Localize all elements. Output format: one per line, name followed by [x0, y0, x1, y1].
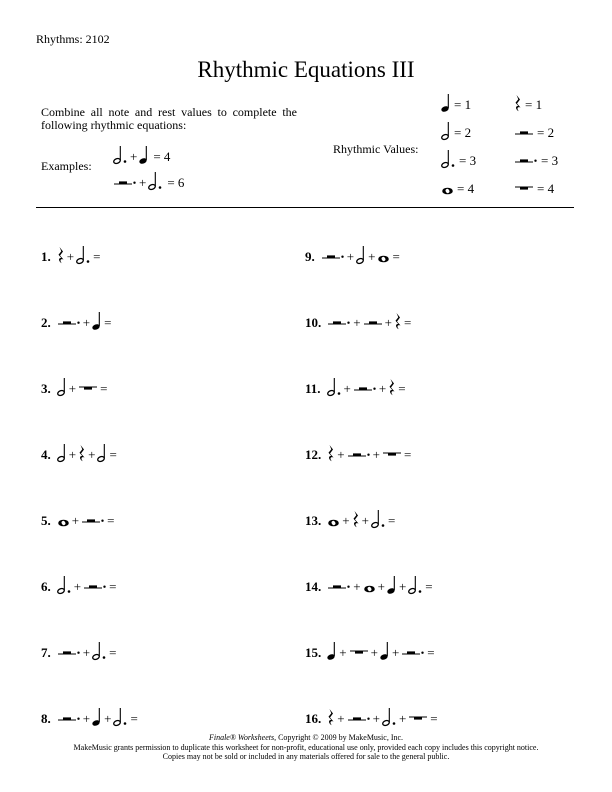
rhythmic-values-label: Rhythmic Values: — [333, 142, 419, 156]
dotted-half-rest-icon — [57, 707, 81, 731]
problem-expression — [327, 377, 408, 401]
examples-label: Examples: — [41, 159, 92, 173]
problem-expression — [57, 311, 114, 335]
problem-number: 7. — [41, 645, 51, 660]
quarter-rest-icon — [388, 377, 396, 401]
problem-14 — [305, 575, 435, 599]
rhythmic-value-quarter-note — [441, 93, 471, 117]
equals-sign: = — [427, 645, 435, 660]
plus-sign: + — [361, 513, 369, 528]
plus-sign: + — [377, 579, 385, 594]
half-rest-icon — [363, 311, 383, 335]
rhythmic-value-text: = 2 — [454, 125, 472, 140]
problem-expression — [57, 707, 140, 731]
half-note-icon — [57, 443, 67, 467]
plus-sign: + — [343, 381, 351, 396]
whole-note-icon — [441, 177, 454, 201]
quarter-rest-icon — [514, 93, 522, 117]
half-note-icon — [441, 121, 451, 145]
plus-sign: + — [82, 645, 91, 660]
footer-line-3: Copies may not be sold or included in any materials offered for sale to the general public. — [162, 752, 450, 761]
whole-rest-icon — [514, 177, 534, 201]
dotted-half-note-icon — [371, 509, 386, 533]
half-note-icon — [97, 443, 107, 467]
whole-rest-icon — [349, 641, 369, 665]
instructions: Combine all note and rest values to complete the following rhythmic equations: — [41, 105, 297, 132]
equals-sign: = — [425, 579, 433, 594]
whole-note-icon — [327, 509, 340, 533]
plus-sign: + — [339, 645, 347, 660]
quarter-note-icon — [441, 93, 451, 117]
equals-sign: = — [430, 711, 438, 726]
plus-sign: + — [337, 447, 345, 462]
problem-expression — [321, 245, 402, 269]
whole-note-icon — [57, 509, 70, 533]
footer — [0, 733, 612, 762]
plus-sign: + — [82, 711, 91, 726]
equals-sign: = — [93, 249, 101, 264]
plus-sign: + — [384, 315, 392, 330]
equals-sign: = — [403, 447, 412, 462]
equals-sign: = — [107, 513, 115, 528]
equals-sign: = — [100, 381, 108, 396]
whole-note-icon — [377, 245, 390, 269]
plus-sign: + — [398, 711, 407, 726]
example-1-result: = 4 — [153, 149, 171, 164]
plus-sign: + — [71, 513, 80, 528]
quarter-note-icon — [92, 707, 102, 731]
problem-number: 5. — [41, 513, 51, 528]
dotted-half-note-icon — [441, 149, 456, 173]
rhythmic-value-whole-rest — [514, 177, 554, 201]
plus-sign: + — [337, 711, 345, 726]
plus-sign: + — [68, 447, 77, 462]
equals-sign: = — [104, 315, 112, 330]
problem-expression — [327, 443, 413, 467]
problem-expression — [57, 641, 119, 665]
dotted-half-rest-icon — [347, 443, 371, 467]
plus-sign: + — [378, 381, 387, 396]
dotted-half-rest-icon — [514, 149, 538, 173]
plus-sign: + — [353, 579, 361, 594]
dotted-half-rest-icon — [321, 245, 345, 269]
plus-sign: + — [139, 175, 147, 190]
problem-5 — [41, 509, 116, 533]
plus-sign: + — [398, 579, 407, 594]
rhythmic-value-text: = 3 — [541, 153, 559, 168]
rhythmic-value-dotted-half-note — [441, 149, 476, 173]
half-note-icon — [57, 377, 67, 401]
problem-expression — [57, 575, 119, 599]
dotted-half-note-icon — [113, 145, 128, 169]
quarter-rest-icon — [327, 707, 335, 731]
equals-sign: = — [403, 315, 412, 330]
footer-copyright: , Copyright © 2009 by MakeMusic, Inc. — [274, 733, 404, 742]
dotted-half-note-icon — [382, 707, 397, 731]
example-1-expression — [113, 145, 149, 169]
half-rest-icon — [514, 121, 534, 145]
problem-8 — [41, 707, 140, 731]
dotted-half-note-icon — [327, 377, 342, 401]
plus-sign: + — [342, 513, 350, 528]
plus-sign: + — [130, 149, 138, 164]
problem-3 — [41, 377, 109, 401]
problem-number: 12. — [305, 447, 322, 462]
dotted-half-rest-icon — [401, 641, 425, 665]
problem-number: 13. — [305, 513, 322, 528]
sheet-id: Rhythms: 2102 — [36, 32, 110, 46]
rhythmic-value-text: = 3 — [459, 153, 477, 168]
plus-sign: + — [391, 645, 400, 660]
quarter-rest-icon — [352, 509, 360, 533]
problem-expression — [57, 443, 119, 467]
header-divider — [36, 207, 574, 208]
rhythmic-value-quarter-rest — [514, 93, 542, 117]
quarter-note-icon — [327, 641, 337, 665]
equals-sign: = — [109, 645, 117, 660]
whole-rest-icon — [382, 443, 402, 467]
dotted-half-rest-icon — [81, 509, 105, 533]
half-note-icon — [356, 245, 366, 269]
dotted-half-rest-icon — [347, 707, 371, 731]
problem-expression — [57, 509, 117, 533]
quarter-rest-icon — [57, 245, 65, 269]
dotted-half-rest-icon — [83, 575, 107, 599]
problem-expression — [57, 245, 103, 269]
rhythmic-value-half-note — [441, 121, 471, 145]
problem-13 — [305, 509, 397, 533]
dotted-half-note-icon — [113, 707, 128, 731]
problem-expression — [327, 575, 434, 599]
equals-sign: = — [392, 249, 400, 264]
equals-sign: = — [398, 381, 406, 396]
plus-sign: + — [370, 645, 378, 660]
problem-7 — [41, 641, 118, 665]
plus-sign: + — [346, 249, 355, 264]
rhythmic-value-text: = 1 — [525, 97, 543, 112]
dotted-half-note-icon — [408, 575, 423, 599]
problem-16 — [305, 707, 440, 731]
rhythmic-value-text: = 4 — [537, 181, 555, 196]
example-1 — [113, 145, 170, 169]
problem-number: 9. — [305, 249, 315, 264]
footer-line-2: MakeMusic grants permission to duplicate this worksheet for non-profit, educational use only, provided each copy includes this copyright notice. — [73, 742, 539, 752]
footer-line-1 — [0, 733, 612, 743]
dotted-half-note-icon — [92, 641, 107, 665]
quarter-note-icon — [380, 641, 390, 665]
problem-4 — [41, 443, 119, 467]
dotted-half-rest-icon — [353, 377, 377, 401]
example-2-result: = 6 — [167, 175, 185, 190]
dotted-half-note-icon — [57, 575, 72, 599]
plus-sign: + — [73, 579, 82, 594]
plus-sign: + — [372, 447, 380, 462]
whole-note-icon — [363, 575, 376, 599]
problem-number: 16. — [305, 711, 322, 726]
dotted-half-rest-icon — [113, 171, 137, 195]
problem-number: 11. — [305, 381, 321, 396]
quarter-note-icon — [139, 145, 149, 169]
problem-12 — [305, 443, 413, 467]
problem-11 — [305, 377, 408, 401]
quarter-rest-icon — [78, 443, 86, 467]
problem-expression — [327, 509, 397, 533]
dotted-half-note-icon — [76, 245, 91, 269]
footer-brand: Finale® Worksheets — [208, 733, 275, 742]
dotted-half-rest-icon — [57, 311, 81, 335]
problem-number: 3. — [41, 381, 51, 396]
rhythmic-value-dotted-half-rest — [514, 149, 558, 173]
problem-1 — [41, 245, 102, 269]
problem-number: 1. — [41, 249, 51, 264]
equals-sign: = — [109, 579, 117, 594]
problem-9 — [305, 245, 402, 269]
dotted-half-rest-icon — [57, 641, 81, 665]
plus-sign: + — [372, 711, 380, 726]
plus-sign: + — [368, 249, 376, 264]
problem-expression — [327, 641, 436, 665]
whole-rest-icon — [408, 707, 428, 731]
page-title: Rhythmic Equations III — [197, 57, 415, 82]
problem-number: 4. — [41, 447, 51, 462]
problem-15 — [305, 641, 437, 665]
whole-rest-icon — [78, 377, 98, 401]
problem-expression — [57, 377, 110, 401]
problem-number: 2. — [41, 315, 51, 330]
example-2-expression — [113, 171, 163, 195]
plus-sign: + — [104, 711, 112, 726]
quarter-note-icon — [92, 311, 102, 335]
quarter-rest-icon — [394, 311, 402, 335]
rhythmic-value-whole-note — [441, 177, 474, 201]
problem-6 — [41, 575, 118, 599]
dotted-half-rest-icon — [327, 311, 351, 335]
plus-sign: + — [82, 315, 91, 330]
dotted-half-rest-icon — [327, 575, 351, 599]
problem-expression — [327, 311, 413, 335]
quarter-rest-icon — [327, 443, 335, 467]
quarter-note-icon — [387, 575, 397, 599]
rhythmic-value-text: = 4 — [457, 181, 475, 196]
dotted-half-note-icon — [148, 171, 163, 195]
problem-number: 8. — [41, 711, 51, 726]
plus-sign: + — [68, 381, 77, 396]
equals-sign: = — [387, 513, 396, 528]
problem-2 — [41, 311, 113, 335]
problem-expression — [327, 707, 439, 731]
problem-number: 15. — [305, 645, 322, 660]
rhythmic-value-text: = 2 — [537, 125, 555, 140]
plus-sign: + — [66, 249, 75, 264]
plus-sign: + — [353, 315, 361, 330]
example-2 — [113, 171, 184, 195]
equals-sign: = — [130, 711, 138, 726]
plus-sign: + — [88, 447, 96, 462]
problem-number: 6. — [41, 579, 51, 594]
rhythmic-value-text: = 1 — [454, 97, 472, 112]
problem-number: 14. — [305, 579, 322, 594]
problem-number: 10. — [305, 315, 322, 330]
equals-sign: = — [109, 447, 117, 462]
problem-10 — [305, 311, 413, 335]
rhythmic-value-half-rest — [514, 121, 554, 145]
